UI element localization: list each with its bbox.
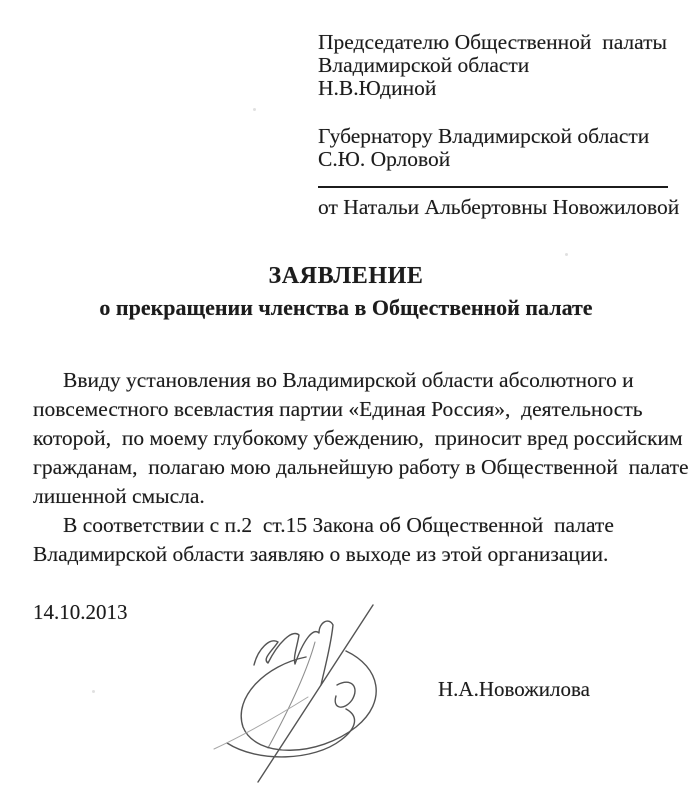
scan-speck	[565, 253, 568, 256]
from-line: от Натальи Альбертовны Новожиловой	[318, 195, 680, 219]
date-text: 14.10.2013	[33, 600, 128, 624]
signature-stroke	[335, 682, 355, 707]
signature-stroke	[214, 697, 308, 749]
body-line: которой, по моему глубокому убеждению, приносит вред российским	[33, 426, 683, 450]
signature-stroke	[241, 651, 376, 750]
scan-speck	[413, 66, 416, 69]
signature-stroke	[268, 642, 315, 748]
recipient-line: Н.В.Юдиной	[318, 76, 437, 100]
scan-speck	[253, 108, 256, 111]
body-line: Ввиду установления во Владимирской области абсолютного и	[63, 368, 634, 392]
signatory-name: Н.А.Новожилова	[438, 677, 590, 701]
body-line: гражданам, полагаю мою дальнейшую работу в Общественной палате	[33, 455, 689, 479]
recipient-block-governor	[318, 125, 649, 171]
body-line: повсеместного всевластия партии «Единая Россия», деятельность	[33, 397, 643, 421]
recipient-line: С.Ю. Орловой	[318, 147, 451, 171]
title-block	[0, 261, 692, 323]
body-line: лишенной смысла.	[33, 484, 205, 508]
document-subtitle: о прекращении членства в Общественной палате	[99, 295, 593, 320]
document-title: ЗАЯВЛЕНИЕ	[268, 263, 424, 289]
scan-speck	[92, 690, 95, 693]
from-block	[318, 196, 679, 219]
recipient-line: Губернатору Владимирской области	[318, 124, 650, 148]
recipient-line: Владимирской области	[318, 53, 530, 77]
paragraph-1	[33, 366, 689, 511]
paragraph-2	[33, 511, 614, 569]
body-line: Владимирской области заявляю о выходе из этой организации.	[33, 542, 609, 566]
handwritten-signature-icon	[210, 597, 395, 795]
separator-line	[318, 186, 668, 188]
body-line: В соответствии с п.2 ст.15 Закона об Общественной палате	[63, 513, 614, 537]
recipient-line: Председателю Общественной палаты	[318, 30, 667, 54]
recipient-block-chairman	[318, 31, 667, 100]
